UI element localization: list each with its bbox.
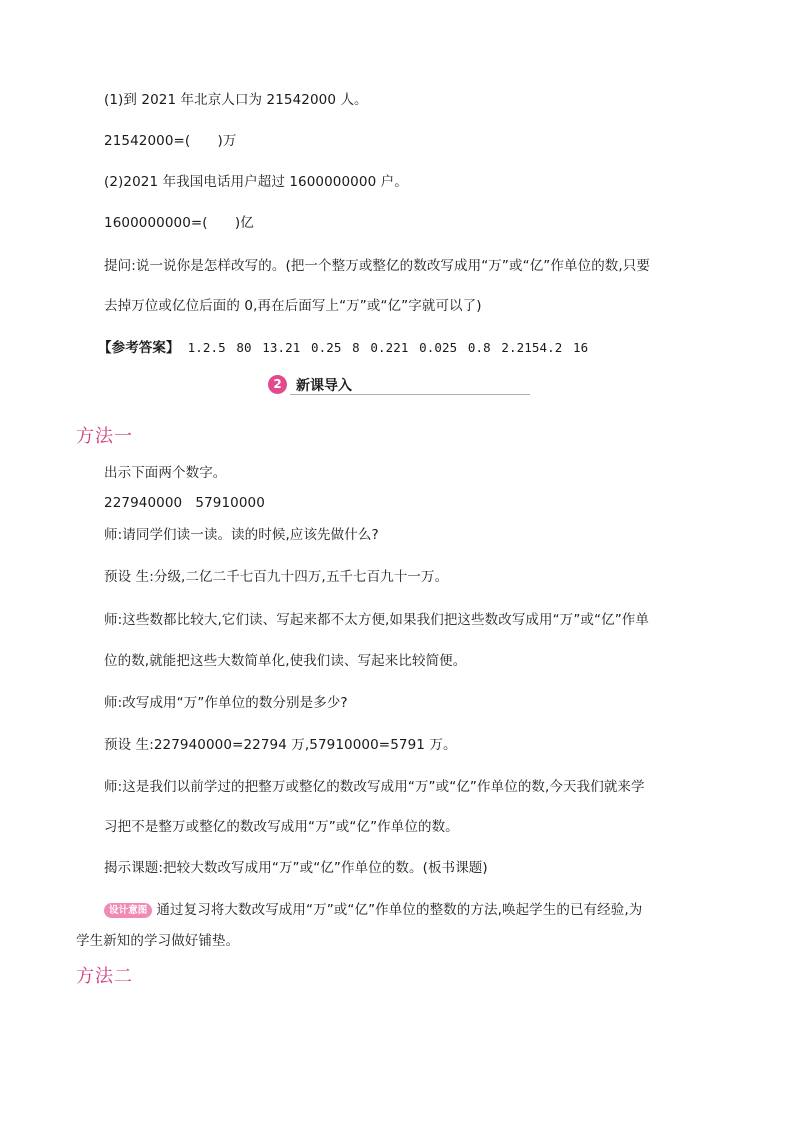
design-intent-badge: 设计意图 xyxy=(104,903,152,918)
teacher-question-2-line-1: 师:这些数都比较大,它们读、写起来都不太方便,如果我们把这些数改写成用“万”或“亿”作单 xyxy=(104,612,650,628)
show-numbers-intro: 出示下面两个数字。 xyxy=(104,465,227,481)
method-2-heading: 方法二 xyxy=(76,966,133,987)
teacher-question-4-line-2: 习把不是整万或整亿的数改写成用“万”或“亿”作单位的数。 xyxy=(104,819,459,835)
section-banner xyxy=(268,373,530,397)
review-question-1: (1)到 2021 年北京人口为 21542000 人。 xyxy=(104,92,368,108)
review-blank-1: 21542000=( )万 xyxy=(104,133,237,149)
reference-answer xyxy=(98,338,588,358)
review-question-2: (2)2021 年我国电话用户超过 1600000000 户。 xyxy=(104,174,408,190)
review-blank-2: 1600000000=( )亿 xyxy=(104,215,254,231)
section-title: 新课导入 xyxy=(296,378,352,394)
shown-numbers: 227940000 57910000 xyxy=(104,495,265,511)
section-underline xyxy=(290,394,530,395)
reference-answer-values: 1.2.5 80 13.21 0.25 8 0.221 0.025 0.8 2.2154.2 16 xyxy=(187,340,589,355)
prompt-line-2: 去掉万位或亿位后面的 0,再在后面写上“万”或“亿”字就可以了) xyxy=(104,298,482,314)
section-number-badge: 2 xyxy=(268,375,287,394)
reference-answer-label: 【参考答案】 xyxy=(98,340,180,356)
preset-answer-2: 预设 生:227940000=22794 万,57910000=5791 万。 xyxy=(104,737,457,753)
method-1-heading: 方法一 xyxy=(76,426,133,447)
teacher-question-1: 师:请同学们读一读。读的时候,应该先做什么? xyxy=(104,527,379,543)
preset-answer-1: 预设 生:分级,二亿二千七百九十四万,五千七百九十一万。 xyxy=(104,569,449,585)
teacher-question-3: 师:改写成用“万”作单位的数分别是多少? xyxy=(104,695,348,711)
teacher-question-2-line-2: 位的数,就能把这些大数简单化,使我们读、写起来比较简便。 xyxy=(104,653,467,669)
design-intent-line-1 xyxy=(104,900,642,920)
design-intent-line-2: 学生新知的学习做好铺垫。 xyxy=(76,933,240,949)
prompt-line-1: 提问:说一说你是怎样改写的。(把一个整万或整亿的数改写成用“万”或“亿”作单位的数,只要 xyxy=(104,258,650,274)
teacher-question-4-line-1: 师:这是我们以前学过的把整万或整亿的数改写成用“万”或“亿”作单位的数,今天我们就来学 xyxy=(104,779,645,795)
design-intent-text-1: 通过复习将大数改写成用“万”或“亿”作单位的整数的方法,唤起学生的已有经验,为 xyxy=(156,902,643,918)
lesson-topic: 揭示课题:把较大数改写成用“万”或“亿”作单位的数。(板书课题) xyxy=(104,860,488,876)
